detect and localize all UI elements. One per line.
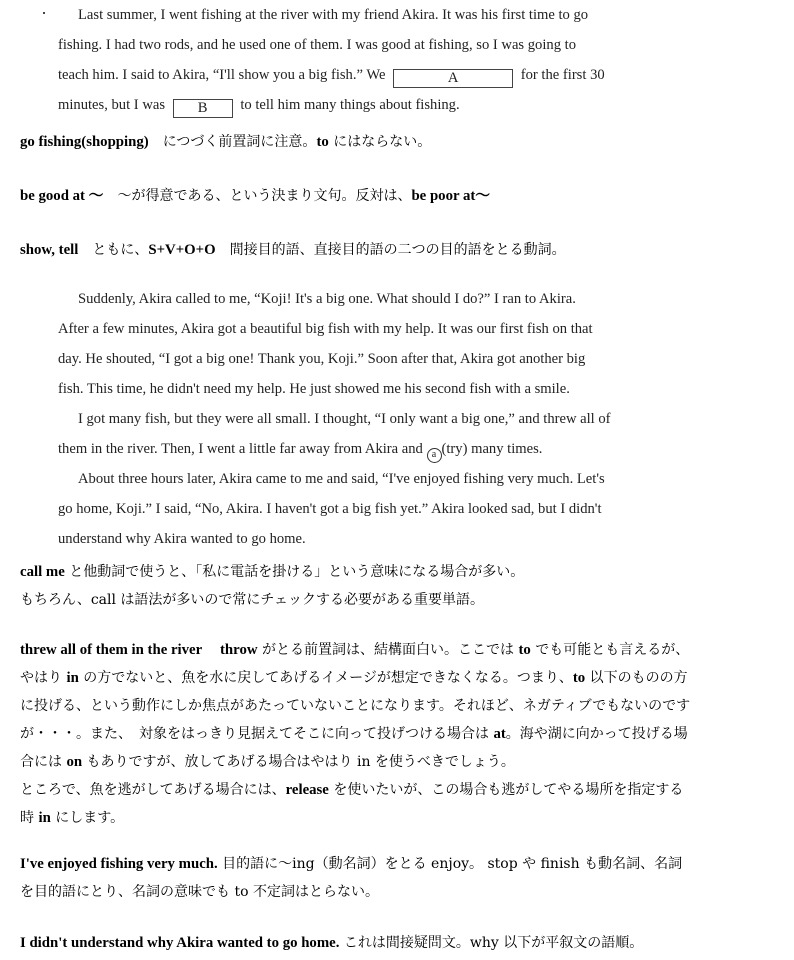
note-term: to — [518, 642, 531, 658]
passage-line: After a few minutes, Akira got a beautiful big fish with my help. It was our first fish on that — [58, 321, 593, 337]
note-text: が・・・。また、 対象をはっきり見据えてそこに向って投げつける場合は — [20, 726, 494, 742]
note-text: 以下のものの方 — [585, 670, 688, 686]
note-text: 間接目的語、直接目的語の二つの目的語をとる動詞。 — [215, 242, 566, 258]
note-term: threw all of them in the river — [20, 642, 203, 658]
passage-text: minutes, but I was — [58, 97, 166, 113]
passage-line — [58, 60, 605, 90]
note-text: につづく前置詞に注意。 — [148, 134, 317, 150]
note-text: を目的語にとり、名詞の意味でも to 不定詞はとらない。 — [20, 884, 379, 900]
passage-line: fish. This time, he didn't need my help. He just showed me his second fish with a smile. — [58, 381, 570, 397]
note-term: throw — [220, 642, 258, 658]
passage-line: fishing. I had two rods, and he used one of them. I was good at fishing, so I was going to — [58, 37, 576, 53]
note-text: にはならない。 — [328, 134, 432, 150]
note-text: がとる前置詞は、結構面白い。ここでは — [257, 642, 519, 658]
note-text: でも可能とも言えるが、 — [530, 642, 690, 658]
note-text: ところで、魚を逃がしてあげる場合には、 — [20, 782, 286, 798]
note-call-me — [20, 558, 786, 614]
passage-text: for the first 30 — [520, 67, 605, 83]
note-text: これは間接疑問文。why 以下が平叙文の語順。 — [339, 935, 644, 951]
note-term: S+V+O+O — [148, 242, 216, 258]
note-term: I've enjoyed fishing very much. — [20, 856, 218, 872]
note-text: もありですが、放してあげる場合はやはり in を使うべきでしょう。 — [82, 754, 515, 770]
note-term: show, tell — [20, 242, 79, 258]
note-text: に投げる、という動作にしか焦点があたっていないことになります。それほど、ネガティブでもないのです — [20, 698, 691, 714]
note-term: in — [66, 670, 79, 686]
note-term: in — [38, 810, 51, 826]
note-be-good-at — [20, 182, 786, 210]
note-term: to — [316, 134, 329, 150]
note-text: ともに、 — [78, 242, 149, 258]
passage-text: (try) many times. — [441, 441, 543, 457]
note-text: 合には — [20, 754, 67, 770]
passage-line: Suddenly, Akira called to me, “Koji! It's a big one. What should I do?” I ran to Akira. — [78, 291, 576, 307]
passage-text: them in the river. Then, I went a little far away from Akira and — [58, 441, 423, 457]
passage-line: I got many fish, but they were all small. I thought, “I only want a big one,” and threw all of — [78, 411, 611, 427]
note-text: 目的語に〜ing（動名詞）をとる enjoy。 stop や finish も動名詞、名詞 — [217, 856, 683, 872]
note-indirect-question — [20, 929, 786, 957]
passage-line — [58, 90, 605, 120]
note-term: I didn't understand why Akira wanted to go home. — [20, 935, 340, 951]
note-text: 。海や湖に向かって投げる場 — [505, 726, 688, 742]
passage-line — [58, 434, 611, 464]
note-text: にします。 — [50, 810, 125, 826]
note-term: release — [285, 782, 329, 798]
note-text: もちろん、call は語法が多いので常にチェックする必要がある重要単語。 — [20, 592, 485, 608]
note-term: to — [572, 670, 586, 686]
passage-line: About three hours later, Akira came to me and said, “I've enjoyed fishing very much. Let's — [78, 471, 605, 487]
passage-line: Last summer, I went fishing at the river with my friend Akira. It was his first time to go — [78, 7, 589, 23]
note-text: を使いたいが、この場合も逃がしてやる場所を指定する — [328, 782, 684, 798]
note-text: 時 — [20, 810, 39, 826]
passage-1 — [58, 0, 605, 120]
passage-line: go home, Koji.” I said, “No, Akira. I haven't got a big fish yet.” Akira looked sad, but I didn't — [58, 501, 602, 517]
note-term: be good at 〜 — [20, 188, 104, 204]
passage-2 — [58, 284, 611, 554]
passage-text: to tell him many things about fishing. — [240, 97, 460, 113]
note-term: go fishing(shopping) — [20, 134, 149, 150]
note-threw — [20, 636, 786, 832]
note-text: と他動詞で使うと、「私に電話を掛ける」という意味になる場合が多い。 — [64, 564, 525, 580]
note-term: be poor at〜 — [411, 188, 491, 204]
note-show-tell — [20, 236, 786, 264]
note-term: call me — [20, 564, 65, 580]
answer-blank-a[interactable]: A — [393, 69, 513, 88]
note-enjoy — [20, 850, 786, 906]
note-text: 〜が得意である、という決まり文句。反対は、 — [103, 188, 412, 204]
note-text: の方でないと、魚を水に戻してあげるイメージが想定できなくなる。つまり、 — [78, 670, 573, 686]
note-text: やはり — [20, 670, 67, 686]
note-go-fishing — [20, 128, 786, 156]
scan-speck — [43, 12, 45, 14]
passage-line: understand why Akira wanted to go home. — [58, 531, 306, 547]
passage-line: day. He shouted, “I got a big one! Thank you, Koji.” Soon after that, Akira got another big — [58, 351, 586, 367]
note-term: at — [493, 726, 506, 742]
passage-text: teach him. I said to Akira, “I'll show you a big fish.” We — [58, 67, 386, 83]
answer-blank-b[interactable]: B — [173, 99, 233, 118]
note-term: on — [66, 754, 83, 770]
circled-label: a — [427, 448, 442, 463]
